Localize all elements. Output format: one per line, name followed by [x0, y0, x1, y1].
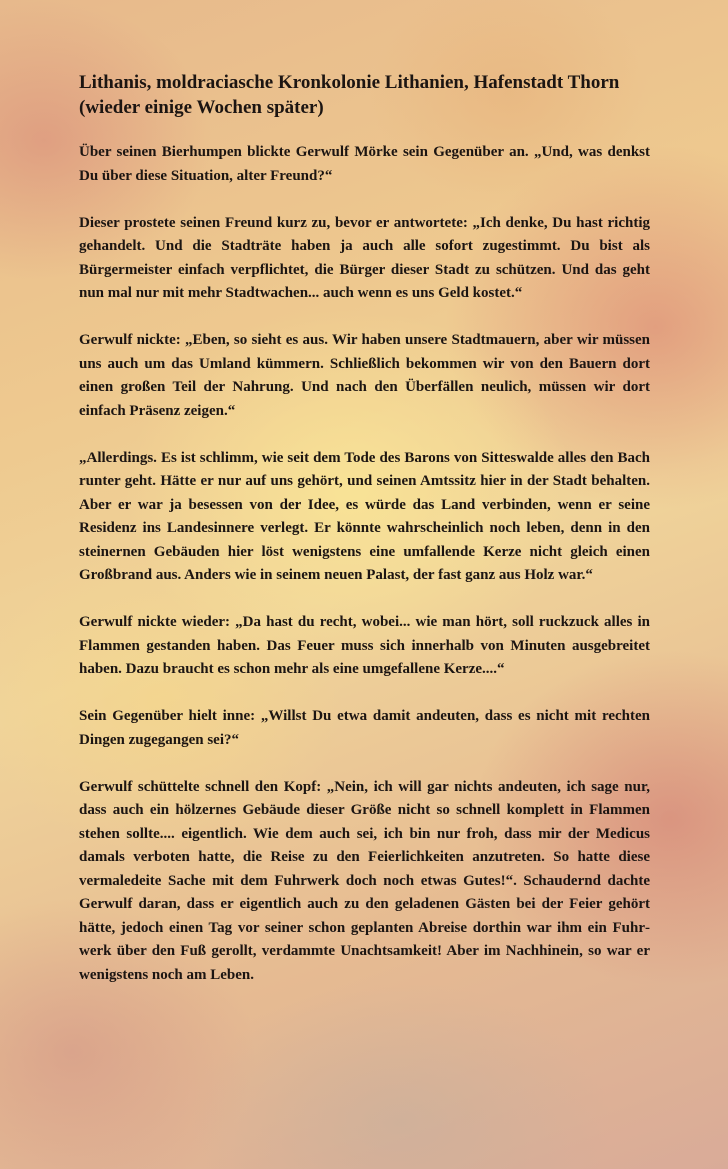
chapter-heading-line-2: (wieder einige Wochen später)	[79, 97, 324, 118]
paragraph-6: Sein Gegenüber hielt inne: „Willst Du etwa damit andeuten, dass es nicht mit rechten Dingen zugegangen sei?“	[79, 708, 650, 748]
paragraph-4: „Allerdings. Es ist schlimm, wie seit dem Tode des Barons von Sitteswalde alles den Bach runter geht. Hätte er nur auf uns gehört, und seinen Amtssitz hier in der Stadt behalten. Aber er war ja besessen von der Idee, es würde das Land verbinden, wenn er seine Residenz ins Landesinnere verlegt. Er könnte wahrscheinlich noch leben, denn in den steinernen Gebäuden hier löst wenigstens eine umfallende Kerze nicht gleich einen Großbrand aus. Anders wie in seinem neuen Palast, der fast ganz aus Holz war.“	[79, 449, 650, 583]
paragraph-7: Gerwulf schüttelte schnell den Kopf: „Nein, ich will gar nichts andeuten, ich sage nur, dass auch ein hölzernes Gebäude dieser Größe nicht so schnell komplett in Flammen stehen sollte.... eigentlich. Wie dem auch sei, ich bin nur froh, dass mir der Medicus damals verboten hatte, die Reise zu den Feierlichkeiten anzutreten. So hatte diese vermaledeite Sache mit dem Fuhrwerk doch noch etwas Gutes!“. Schaudernd dachte Gerwulf daran, dass er eigentlich auch zu den geladenen Gästen bei der Feier gehört hätte, jedoch einen Tag vor seiner schon geplanten Abreise dorthin war ihm ein Fuhrwerk über den Fuß gerollt, verdammte Unachtsamkeit! Aber im Nachhinein, so war er wenigstens noch am Leben.	[79, 778, 650, 983]
paragraph-1: Über seinen Bierhumpen blickte Gerwulf Mörke sein Gegenüber an. „Und, was denkst Du über diese Situation, alter Freund?“	[79, 144, 650, 184]
document-page	[79, 70, 650, 1011]
chapter-heading	[79, 70, 650, 120]
paragraph-2: Dieser prostete seinen Freund kurz zu, bevor er antwortete: „Ich denke, Du hast richtig gehandelt. Und die Stadträte haben ja auch alle sofort zugestimmt. Du bist als Bürgermeister einfach verpflichtet, die Bürger dieser Stadt zu schützen. Und das geht nun mal nur mit mehr Stadtwachen... auch wenn es uns Geld kostet.“	[79, 214, 650, 301]
paragraph-5: Gerwulf nickte wieder: „Da hast du recht, wobei... wie man hört, soll ruckzuck alles in Flammen gestanden haben. Das Feuer muss sich innerhalb von Minuten ausgebreitet haben. Dazu braucht es schon mehr als eine umgefallene Kerze....“	[79, 614, 650, 677]
chapter-heading-line-1: Lithanis, moldraciasche Kronkolonie Lithanien, Hafenstadt Thorn	[79, 72, 620, 93]
paragraph-3: Gerwulf nickte: „Eben, so sieht es aus. Wir haben unsere Stadtmauern, aber wir müssen uns auch um das Umland kümmern. Schließlich bekommen wir von den Bauern dort einen großen Teil der Nahrung. Und nach den Überfällen neulich, müssen wir dort einfach Präsenz zeigen.“	[79, 332, 650, 419]
